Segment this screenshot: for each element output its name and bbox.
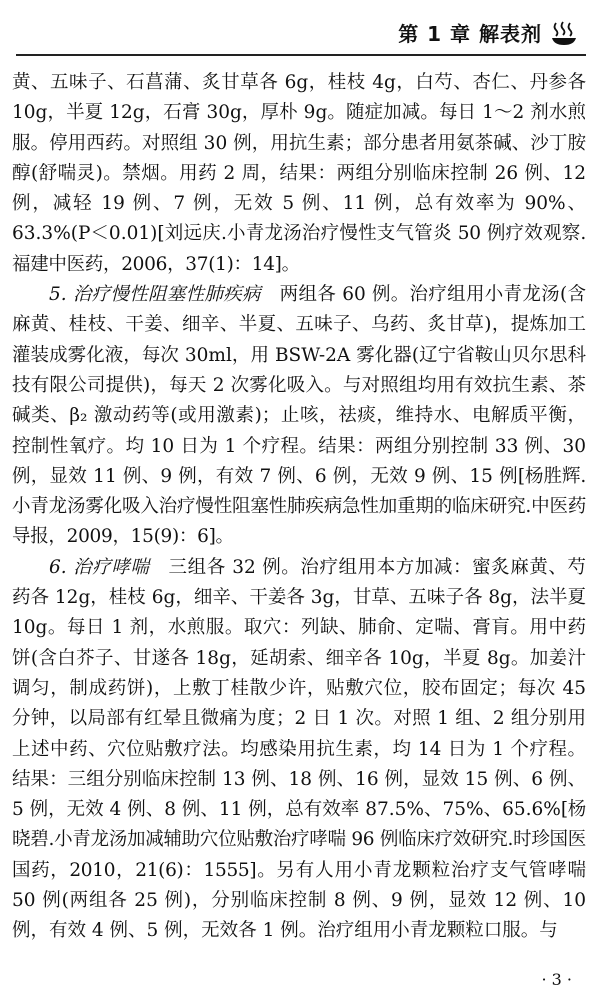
paragraph-tail-text: 另有人用小青龙颗粒治疗支气管哮喘 50 例(两组各 25 例)，分别临床控制 8 例、9 例，显效 12 例、10 例，有效 4 例、5 例，无效各 1 例。治疗组用小青龙颗粒口服。与 [12,859,586,942]
citation: [杨晓碧.小青龙汤加减辅助穴位贴敷治疗哮喘 96 例临床疗效研究.时珍国医国药，2010，21(6)：1555]。 [12,799,586,881]
paragraph-copd [12,280,586,553]
running-header [398,18,578,47]
paragraph-asthma [12,553,586,947]
paragraph-continued [12,68,586,280]
paragraph-text: 黄、五味子、石菖蒲、炙甘草各 6g，桂枝 4g，白芍、杏仁、丹参各 10g，半夏 12g，石膏 30g，厚朴 9g。随症加减。每日 1～2 剂水煎服。停用西药。对照组 30 例，用抗生素；部分患者用氨茶碱、沙丁胺醇(舒喘灵)。禁烟。用药 2 周，结果：两组分别临床控制 26 例、12 例，减轻 19 例、7 例，无效 5 例、11 例，总有效率为 90%、63.3%(P＜0.01) [12,72,586,245]
citation: [刘远庆.小青龙汤治疗慢性支气管炎 50 例疗效观察.福建中医药，2006，37(1)：14]。 [12,223,586,275]
page-number: · 3 · [541,970,572,989]
steam-bowl-icon [550,20,578,46]
section-title: 解表剂 [479,22,542,46]
section-heading: 6. 治疗哮喘 [49,556,150,578]
citation: [杨胜辉.小青龙汤雾化吸入治疗慢性阻塞性肺疾病急性加重期的临床研究.中医药导报，2009，15(9)：6]。 [12,465,586,548]
chapter-title [398,18,542,47]
paragraph-text: 两组各 60 例。治疗组用小青龙汤(含麻黄、桂枝、干姜、细辛、半夏、五味子、乌药、炙甘草)，提炼加工灌装成雾化液，每次 30ml，用 BSW-2A 雾化器(辽宁省鞍山贝尔思科技有限公司提供)，每天 2 次雾化吸入。与对照组均用有效抗生素、茶碱类、β₂ 激动药等(或用激素)；止咳，祛痰，维持水、电解质平衡，控制性氧疗。均 10 日为 1 个疗程。结果：两组分别控制 33 例、30 例，显效 11 例、9 例，有效 7 例、6 例，无效 9 例、15 例 [12,284,586,487]
paragraph-text: 三组各 32 例。治疗组用本方加减：蜜炙麻黄、芍药各 12g，桂枝 6g，细辛、干姜各 3g，甘草、五味子各 8g，法半夏 10g。每日 1 剂，水煎服。取穴：列缺、肺俞、定喘、膏肓。用中药饼(含白芥子、甘遂各 18g，延胡索、细辛各 10g，半夏 8g。加姜汁调匀，制成药饼)，上敷丁桂散少许，贴敷穴位，胶布固定；每次 45 分钟，以局部有红晕且微痛为度；2 日 1 次。对照 1 组、2 组分别用上述中药、穴位贴敷疗法。均感染用抗生素，均 14 日为 1 个疗程。结果：三组分别临床控制 13 例、18 例、16 例，显效 15 例、6 例、5 例，无效 4 例、8 例、11 例，总有效率 87.5%、75%、65.6% [12,556,586,821]
chapter-number: 第 1 章 [398,22,472,46]
section-heading: 5. 治疗慢性阻塞性肺疾病 [49,284,261,306]
page-body [12,68,586,947]
header-divider [16,54,586,56]
